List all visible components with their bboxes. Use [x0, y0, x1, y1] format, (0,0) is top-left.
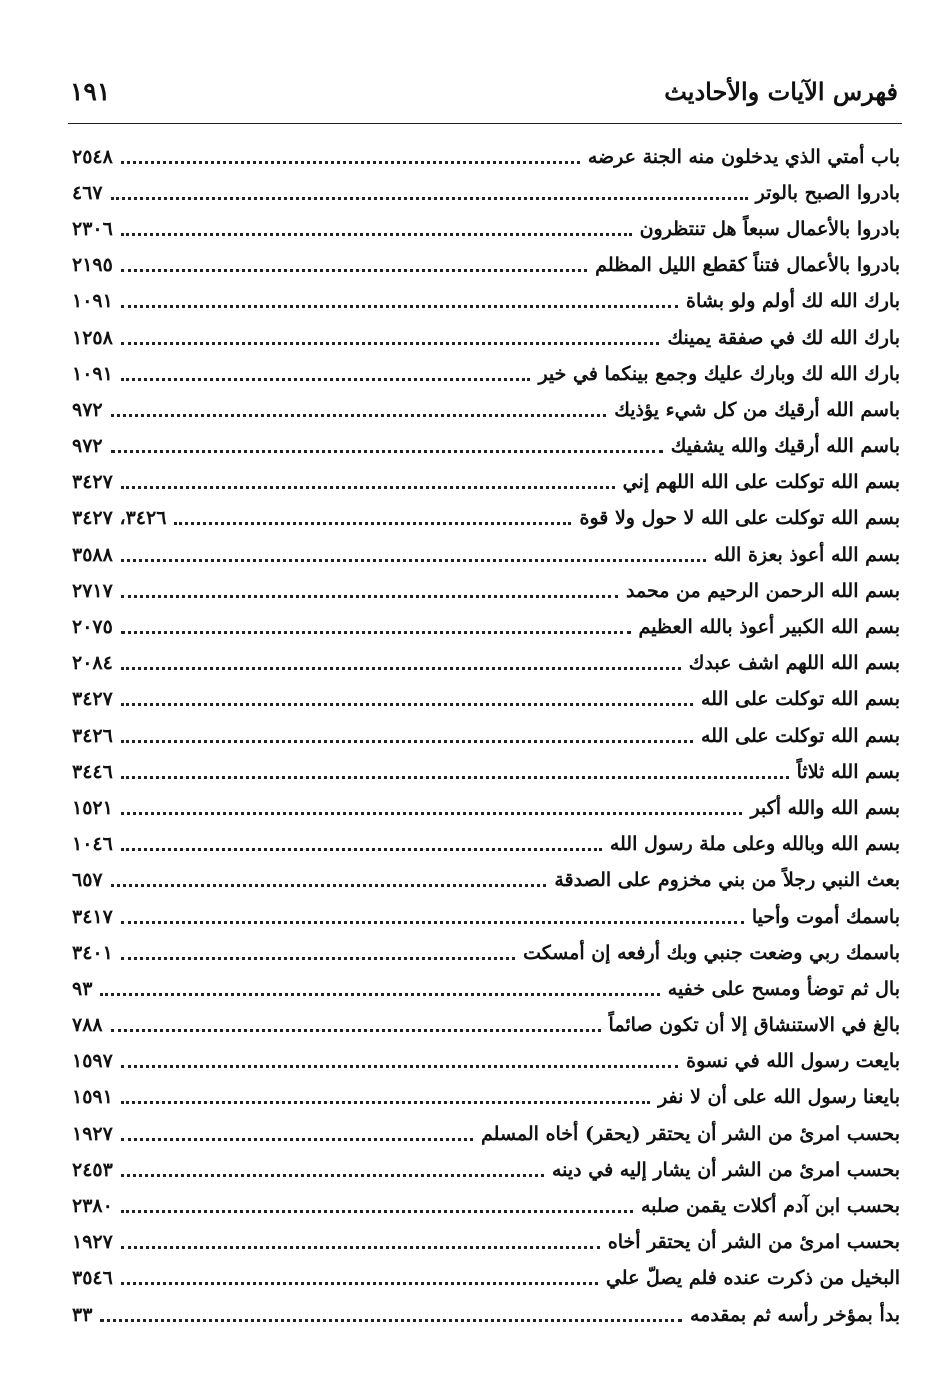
entry-reference-number: ٣٤٤٦ [72, 760, 113, 783]
index-entry [72, 1297, 900, 1333]
entry-reference-number: ٣٤٢٦، ٣٤٢٧ [72, 507, 167, 530]
entry-reference-number: ٩٧٢ [72, 435, 103, 458]
index-entry [72, 863, 900, 899]
entry-text: بال ثم توضأ ومسح على خفيه [667, 977, 900, 1000]
entry-text: بادروا بالأعمال سبعاً هل تنتظرون [639, 217, 900, 240]
leader-dots [121, 1138, 473, 1141]
page-title: فهرس الآيات والأحاديث [664, 77, 898, 106]
entry-text: باسمك أموت وأحيا [751, 905, 900, 928]
leader-dots [100, 1319, 682, 1322]
entry-text: بسم الله توكلت على الله لا حول ولا قوة [579, 507, 900, 530]
index-entry [72, 971, 900, 1007]
index-entry [72, 682, 900, 718]
leader-dots [111, 197, 748, 200]
index-entry [72, 1008, 900, 1044]
index-entry [72, 356, 900, 392]
entry-reference-number: ٣٤٠١ [72, 941, 113, 964]
leader-dots [121, 1246, 600, 1249]
leader-dots [121, 1065, 678, 1068]
index-entry [72, 284, 900, 320]
entry-text: بسم الله الرحمن الرحيم من محمد [626, 579, 900, 602]
leader-dots [121, 305, 678, 308]
entry-text: بحسب امرئ من الشر أن يشار إليه في دينه [551, 1158, 900, 1181]
leader-dots [121, 269, 587, 272]
index-list [72, 139, 900, 1333]
entry-reference-number: ٣٥٨٨ [72, 543, 113, 566]
index-entry [72, 754, 900, 790]
leader-dots [174, 522, 571, 525]
page-header [70, 74, 898, 114]
leader-dots [121, 812, 743, 815]
index-entry [72, 899, 900, 935]
entry-text: بسم الله أعوذ بعزة الله [713, 543, 900, 566]
index-entry [72, 392, 900, 428]
index-entry [72, 827, 900, 863]
index-entry [72, 429, 900, 465]
index-entry [72, 501, 900, 537]
entry-text: باسمك ربي وضعت جنبي وبك أرفعه إن أمسكت [523, 941, 900, 964]
entry-reference-number: ١٥٢١ [72, 796, 113, 819]
entry-text: بسم الله وبالله وعلى ملة رسول الله [609, 833, 900, 856]
leader-dots [111, 884, 547, 887]
entry-text: باب أمتي الذي يدخلون منه الجنة عرضه [587, 145, 900, 168]
entry-reference-number: ٣٤١٧ [72, 905, 113, 928]
entry-reference-number: ١٠٤٦ [72, 833, 113, 856]
leader-dots [121, 1282, 598, 1285]
leader-dots [111, 1029, 601, 1032]
entry-text: بايعت رسول الله في نسوة [686, 1050, 900, 1073]
entry-reference-number: ٣٣ [72, 1303, 93, 1326]
entry-text: بسم الله توكلت على الله [701, 688, 900, 711]
entry-reference-number: ٣٤٢٧ [72, 688, 113, 711]
entry-text: بسم الله توكلت على الله [701, 724, 900, 747]
entry-text: بسم الله ثلاثاً [796, 760, 900, 783]
entry-reference-number: ٢٣٠٦ [72, 217, 113, 240]
entry-reference-number: ١٩٢٧ [72, 1231, 113, 1254]
leader-dots [121, 776, 789, 779]
entry-reference-number: ٤٦٧ [72, 181, 103, 204]
entry-text: بادروا بالأعمال فتناً كقطع الليل المظلم [595, 254, 900, 277]
entry-text: بدأ بمؤخر رأسه ثم بمقدمه [689, 1303, 900, 1326]
entry-text: باسم الله أرقيك والله يشفيك [670, 435, 900, 458]
entry-text: بحسب ابن آدم أكلات يقمن صلبه [640, 1195, 900, 1218]
index-entry [72, 139, 900, 175]
index-entry [72, 1044, 900, 1080]
leader-dots [121, 921, 744, 924]
index-entry [72, 935, 900, 971]
leader-dots [121, 703, 693, 706]
index-entry [72, 211, 900, 247]
entry-text: بحسب امرئ من الشر أن يحتقر (يحقر) أخاه المسلم [481, 1122, 900, 1145]
entry-reference-number: ١٥٩٧ [72, 1050, 113, 1073]
leader-dots [121, 631, 631, 634]
entry-reference-number: ١٩٢٧ [72, 1122, 113, 1145]
leader-dots [121, 559, 706, 562]
index-entry [72, 175, 900, 211]
leader-dots [121, 1174, 544, 1177]
leader-dots [121, 667, 681, 670]
index-entry [72, 1080, 900, 1116]
index-entry [72, 718, 900, 754]
entry-text: بحسب امرئ من الشر أن يحتقر أخاه [607, 1231, 900, 1254]
entry-reference-number: ٣٤٢٧ [72, 471, 113, 494]
header-rule [68, 123, 902, 124]
entry-text: بادروا الصبح بالوتر [755, 181, 900, 204]
leader-dots [111, 450, 663, 453]
index-entry [72, 537, 900, 573]
leader-dots [121, 486, 615, 489]
entry-reference-number: ٢٣٨٠ [72, 1195, 113, 1218]
entry-reference-number: ٢٤٥٣ [72, 1158, 113, 1181]
index-entry [72, 248, 900, 284]
entry-reference-number: ٢٠٨٤ [72, 652, 113, 675]
index-entry [72, 465, 900, 501]
entry-reference-number: ١٠٩١ [72, 362, 113, 385]
index-entry [72, 1225, 900, 1261]
leader-dots [121, 740, 693, 743]
leader-dots [121, 595, 618, 598]
leader-dots [121, 957, 515, 960]
entry-reference-number: ١٠٩١ [72, 290, 113, 313]
index-entry [72, 646, 900, 682]
entry-reference-number: ١٢٥٨ [72, 326, 113, 349]
entry-text: بسم الله والله أكبر [750, 796, 900, 819]
leader-dots [121, 161, 580, 164]
leader-dots [100, 993, 659, 996]
index-entry [72, 790, 900, 826]
entry-text: بارك الله لك في صفقة يمينك [667, 326, 900, 349]
leader-dots [121, 1210, 633, 1213]
entry-text: بعث النبي رجلاً من بني مخزوم على الصدقة [554, 869, 900, 892]
index-entry [72, 1261, 900, 1297]
entry-reference-number: ٣٥٤٦ [72, 1267, 113, 1290]
leader-dots [121, 233, 632, 236]
entry-reference-number: ٧٨٨ [72, 1014, 103, 1037]
entry-text: بالغ في الاستنشاق إلا أن تكون صائماً [608, 1014, 900, 1037]
entry-text: باسم الله أرقيك من كل شيء يؤذيك [614, 398, 900, 421]
entry-reference-number: ٩٣ [72, 977, 93, 1000]
entry-reference-number: ٢٧١٧ [72, 579, 113, 602]
leader-dots [121, 1101, 650, 1104]
entry-reference-number: ٣٤٢٦ [72, 724, 113, 747]
entry-reference-number: ٢١٩٥ [72, 254, 113, 277]
leader-dots [121, 378, 531, 381]
index-entry [72, 573, 900, 609]
entry-reference-number: ٦٥٧ [72, 869, 103, 892]
entry-text: بسم الله الكبير أعوذ بالله العظيم [638, 616, 900, 639]
entry-reference-number: ١٥٩١ [72, 1086, 113, 1109]
page-number: ١٩١ [70, 77, 111, 106]
entry-reference-number: ٢٥٤٨ [72, 145, 113, 168]
index-entry [72, 1116, 900, 1152]
entry-reference-number: ٩٧٢ [72, 398, 103, 421]
leader-dots [121, 848, 602, 851]
entry-text: بارك الله لك أولم ولو بشاة [686, 290, 900, 313]
entry-text: بايعنا رسول الله على أن لا نفر [658, 1086, 900, 1109]
entry-text: بارك الله لك وبارك عليك وجمع بينكما في خير [538, 362, 900, 385]
index-entry [72, 1188, 900, 1224]
leader-dots [121, 342, 660, 345]
index-entry [72, 609, 900, 645]
entry-reference-number: ٢٠٧٥ [72, 616, 113, 639]
index-entry [72, 320, 900, 356]
leader-dots [111, 414, 607, 417]
entry-text: بسم الله توكلت على الله اللهم إني [622, 471, 900, 494]
entry-text: بسم الله اللهم اشف عبدك [688, 652, 900, 675]
entry-text: البخيل من ذكرت عنده فلم يصلّ علي [605, 1267, 900, 1290]
index-entry [72, 1152, 900, 1188]
